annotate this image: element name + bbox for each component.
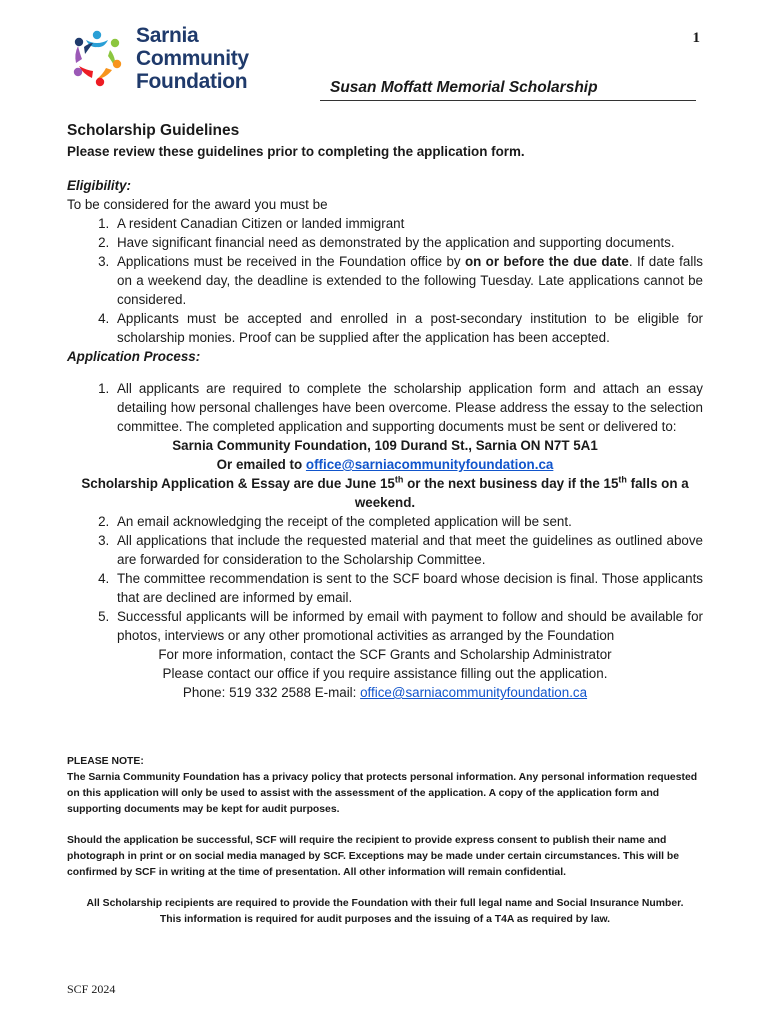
please-note-section (67, 754, 703, 928)
consent-note: Should the application be successful, SCF will require the recipient to provide express consent to publish their name and photograph in print or on social media managed by SCF. Exceptions may be made under certain circumstances. This will be confirmed by SCF in writing at the time of presentation. All other information will remain confidential. (67, 835, 680, 878)
logo-line-2: Community (136, 47, 249, 70)
footer-code: SCF 2024 (67, 982, 116, 996)
process-list-continued (67, 512, 703, 645)
main-content (67, 120, 703, 702)
note-heading: PLEASE NOTE: (67, 756, 144, 767)
contact-email-link[interactable]: office@sarniacommunityfoundation.ca (360, 685, 588, 700)
email-prefix: Or emailed to (216, 457, 306, 472)
due-text: falls on a weekend. (354, 476, 689, 510)
contact-phone-email (67, 683, 703, 702)
eligibility-list (67, 214, 703, 347)
due-text: Scholarship Application & Essay are due June 15 (81, 476, 395, 491)
logo-wordmark (136, 24, 249, 93)
foundation-logo (66, 26, 276, 96)
page-number: 1 (692, 30, 700, 46)
header-divider (320, 100, 696, 101)
list-item-text: Applications must be received in the Foundation office by (117, 254, 465, 269)
eligibility-heading: Eligibility: (67, 178, 131, 193)
privacy-note: The Sarnia Community Foundation has a privacy policy that protects personal information. Any personal information requested on this application will only be used to assist with the assessment of the application. A copy of the application form and supporting documents may be kept for audit purposes. (67, 772, 698, 815)
list-item: 4. Applicants must be accepted and enrolled in a post-secondary institution to be eligible for scholarship monies. Proof can be supplied after the application has been accepted. (113, 309, 703, 347)
mailing-address: Sarnia Community Foundation, 109 Durand St., Sarnia ON N7T 5A1 (172, 438, 598, 453)
list-item (113, 252, 703, 309)
process-heading: Application Process: (67, 349, 201, 364)
due-date-emphasis: on or before the due date (464, 254, 629, 269)
list-item: 5. Successful applicants will be informed by email with payment to follow and should be available for photos, interviews or any other promotional activities as arranged by the Foundation (113, 607, 703, 645)
due-text: or the next business day if the 15 (403, 476, 619, 491)
list-item: 1. All applicants are required to complete the scholarship application form and attach an essay detailing how personal challenges have been overcome. Please address the essay to the selection committee. The completed application and supporting documents must be sent or delivered to: (113, 379, 703, 436)
guidelines-intro: Please review these guidelines prior to completing the application form. (67, 144, 525, 159)
contact-line-2: Please contact our office if you require assistance filling out the application. (162, 666, 608, 681)
list-item: 1. A resident Canadian Citizen or landed immigrant (113, 214, 703, 233)
process-list (67, 379, 703, 436)
list-item: 4. The committee recommendation is sent to the SCF board whose decision is final. Those applicants that are declined are informed by email. (113, 569, 703, 607)
list-item: 3. All applications that include the requested material and that meet the guidelines as outlined above are forwarded for consideration to the Scholarship Committee. (113, 531, 703, 569)
people-circle-logo-icon (66, 26, 128, 88)
logo-line-3: Foundation (136, 70, 248, 93)
guidelines-heading: Scholarship Guidelines (67, 122, 240, 139)
eligibility-lead: To be considered for the award you must be (67, 197, 328, 212)
due-date-notice (67, 474, 703, 512)
ordinal-suffix: th (394, 474, 404, 485)
list-item: 2. Have significant financial need as demonstrated by the application and supporting documents. (113, 233, 703, 252)
logo-line-1: Sarnia (136, 24, 199, 47)
office-email-link[interactable]: office@sarniacommunityfoundation.ca (305, 457, 554, 472)
document-title: Susan Moffatt Memorial Scholarship (330, 79, 598, 96)
list-item-text: . If date falls on a weekend day, the deadline is extended to the following Tuesday. Late applications cannot be considered. (117, 254, 703, 307)
sin-note: All Scholarship recipients are required to provide the Foundation with their full legal name and Social Insurance Number. This information is required for audit purposes and the issuing of a T4A as required by law. (86, 898, 684, 925)
contact-line-1: For more information, contact the SCF Grants and Scholarship Administrator (158, 647, 612, 662)
email-line (67, 455, 703, 474)
list-item: 2. An email acknowledging the receipt of the completed application will be sent. (113, 512, 703, 531)
phone-text: Phone: 519 332 2588 E-mail: (182, 685, 361, 700)
ordinal-suffix: th (618, 474, 627, 485)
